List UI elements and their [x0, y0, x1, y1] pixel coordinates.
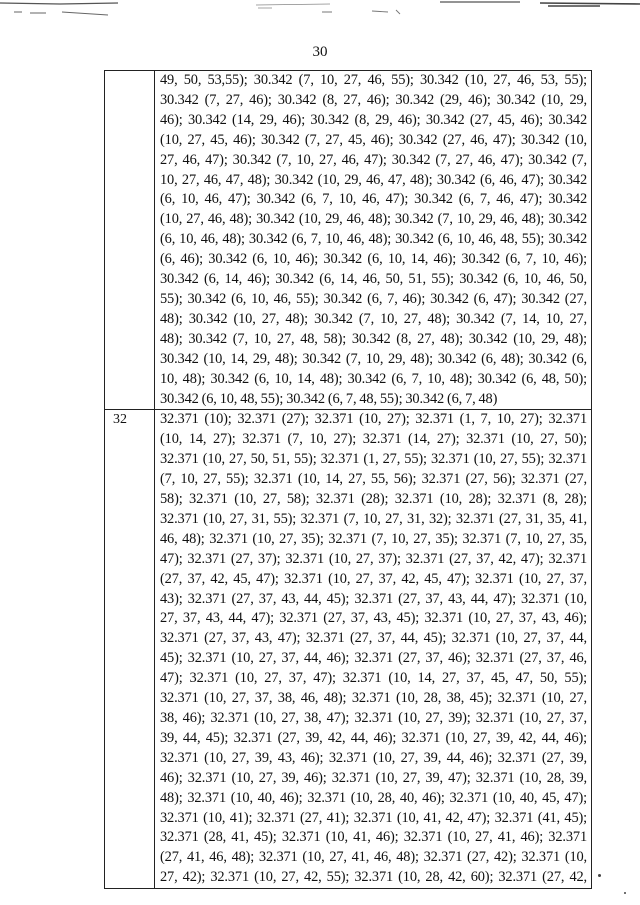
text-line: (27, 41, 46, 48); 32.371 (10, 27, 41, 46, 48); 32.371 (27, 42); 32.371 (10,	[160, 849, 587, 866]
text-line: 27, 42); 32.371 (10, 27, 42, 55); 32.371 (10, 28, 42, 60); 32.371 (27, 42,	[160, 869, 587, 886]
text-line: 58); 32.371 (10, 27, 58); 32.371 (28); 32.371 (10, 28); 32.371 (8, 28);	[160, 491, 587, 508]
text-line: 10, 48); 30.342 (6, 10, 14, 48); 30.342 (6, 7, 10, 48); 30.342 (6, 48, 50);	[160, 370, 587, 387]
scan-speck	[598, 874, 601, 877]
scan-edge-noise	[0, 0, 640, 22]
text-line: 49, 50, 53,55); 30.342 (7, 10, 27, 46, 55); 30.342 (10, 27, 46, 53, 55);	[160, 72, 587, 88]
row-number-cell: 32	[105, 410, 155, 889]
text-line: 47); 32.371 (10, 27, 37, 47); 32.371 (10, 14, 27, 37, 45, 47, 50, 55);	[160, 670, 587, 687]
text-line: 43); 32.371 (27, 37, 43, 44, 45); 32.371 (27, 37, 43, 44, 47); 32.371 (10,	[160, 590, 587, 607]
text-line: 32.371 (10); 32.371 (27); 32.371 (10, 27); 32.371 (1, 7, 10, 27); 32.371	[160, 411, 587, 428]
text-line: 32.371 (10, 27, 50, 51, 55); 32.371 (1, 27, 55); 32.371 (10, 27, 55); 32.371	[160, 451, 587, 468]
text-line: 45); 32.371 (10, 27, 37, 44, 46); 32.371 (27, 37, 46); 32.371 (27, 37, 46,	[160, 650, 587, 667]
text-line: 32.371 (10, 27, 39, 43, 46); 32.371 (10, 27, 39, 44, 46); 32.371 (27, 39,	[160, 749, 587, 766]
text-line: 48); 32.371 (10, 40, 46); 32.371 (10, 28, 40, 46); 32.371 (10, 40, 45, 47);	[160, 789, 587, 806]
text-line: 46); 32.371 (10, 27, 39, 46); 32.371 (10, 27, 39, 47); 32.371 (10, 28, 39,	[160, 769, 587, 786]
text-line: 47); 32.371 (27, 37); 32.371 (10, 27, 37); 32.371 (27, 37, 42, 47); 32.371	[160, 550, 587, 567]
text-line: (27, 37, 42, 45, 47); 32.371 (10, 27, 37, 42, 45, 47); 32.371 (10, 27, 37,	[160, 570, 587, 587]
text-line: 32.371 (10, 41); 32.371 (27, 41); 32.371 (10, 41, 42, 47); 32.371 (41, 45);	[160, 809, 587, 826]
text-line: 32.371 (27, 37, 43, 47); 32.371 (27, 37, 44, 45); 32.371 (10, 27, 37, 44,	[160, 630, 587, 647]
scan-speck	[624, 892, 626, 894]
table-row	[105, 410, 592, 889]
reference-table	[104, 70, 592, 889]
page-number: 30	[312, 44, 328, 60]
text-line: (10, 27, 46, 48); 30.342 (10, 29, 46, 48); 30.342 (7, 10, 29, 46, 48); 30.342	[160, 211, 587, 228]
text-line: (10, 14, 27); 32.371 (7, 10, 27); 32.371 (14, 27); 32.371 (10, 27, 50);	[160, 431, 587, 448]
text-line: 55); 30.342 (6, 10, 46, 55); 30.342 (6, 7, 46); 30.342 (6, 47); 30.342 (27,	[160, 290, 587, 307]
table-row	[105, 71, 592, 410]
text-line: 38, 46); 32.371 (10, 27, 38, 47); 32.371 (10, 27, 39); 32.371 (10, 27, 37,	[160, 710, 587, 726]
text-line: 10, 27, 46, 47, 48); 30.342 (10, 29, 46, 47, 48); 30.342 (6, 46, 47); 30.342	[160, 171, 587, 188]
text-line: 27, 46, 47); 30.342 (7, 10, 27, 46, 47); 30.342 (7, 27, 46, 47); 30.342 (7,	[160, 151, 587, 168]
text-line: 32.371 (10, 27, 31, 55); 32.371 (7, 10, 27, 31, 32); 32.371 (27, 31, 35, 41,	[160, 510, 587, 527]
codes-cell	[155, 71, 592, 410]
text-line: (6, 46); 30.342 (6, 10, 46); 30.342 (6, 10, 14, 46); 30.342 (6, 7, 10, 46);	[160, 251, 587, 268]
text-line: 48); 30.342 (7, 10, 27, 48, 58); 30.342 (8, 27, 48); 30.342 (10, 29, 48);	[160, 330, 587, 347]
text-line: 30.342 (6, 14, 46); 30.342 (6, 14, 46, 50, 51, 55); 30.342 (6, 10, 46, 50,	[160, 271, 587, 288]
text-line: 27, 37, 43, 44, 47); 32.371 (27, 37, 43, 45); 32.371 (10, 27, 37, 43, 46);	[160, 610, 587, 627]
text-line: 48); 30.342 (10, 27, 48); 30.342 (7, 10, 27, 48); 30.342 (7, 14, 10, 27,	[160, 310, 587, 327]
text-line: 32.371 (10, 27, 37, 38, 46, 48); 32.371 (10, 28, 38, 45); 32.371 (10, 27,	[160, 690, 587, 707]
text-line: (10, 27, 45, 46); 30.342 (7, 27, 45, 46); 30.342 (27, 46, 47); 30.342 (10,	[160, 131, 587, 148]
row-number-cell	[105, 71, 155, 410]
text-line: 39, 44, 45); 32.371 (27, 39, 42, 44, 46); 32.371 (10, 27, 39, 42, 44, 46);	[160, 729, 587, 746]
text-line: 46, 48); 32.371 (10, 27, 35); 32.371 (7, 10, 27, 35); 32.371 (7, 10, 27, 35,	[160, 530, 587, 547]
text-line: (6, 10, 46, 48); 30.342 (6, 7, 10, 46, 48); 30.342 (6, 10, 46, 48, 55); 30.342	[160, 231, 587, 248]
text-line: 30.342 (7, 27, 46); 30.342 (8, 27, 46); 30.342 (29, 46); 30.342 (10, 29,	[160, 91, 587, 108]
text-line: (6, 10, 46, 47); 30.342 (6, 7, 10, 46, 47); 30.342 (6, 7, 46, 47); 30.342	[160, 191, 587, 208]
text-line: (7, 10, 27, 55); 32.371 (10, 14, 27, 55, 56); 32.371 (27, 56); 32.371 (27,	[160, 471, 587, 488]
text-line: 30.342 (6, 10, 48, 55); 30.342 (6, 7, 48, 55); 30.342 (6, 7, 48)	[160, 390, 498, 407]
text-line: 30.342 (10, 14, 29, 48); 30.342 (7, 10, 29, 48); 30.342 (6, 48); 30.342 (6,	[160, 350, 587, 367]
text-line: 46); 30.342 (14, 29, 46); 30.342 (8, 29, 46); 30.342 (27, 45, 46); 30.342	[160, 111, 587, 128]
text-line: 32.371 (28, 41, 45); 32.371 (10, 41, 46); 32.371 (10, 27, 41, 46); 32.371	[160, 829, 587, 846]
codes-cell	[155, 410, 592, 889]
